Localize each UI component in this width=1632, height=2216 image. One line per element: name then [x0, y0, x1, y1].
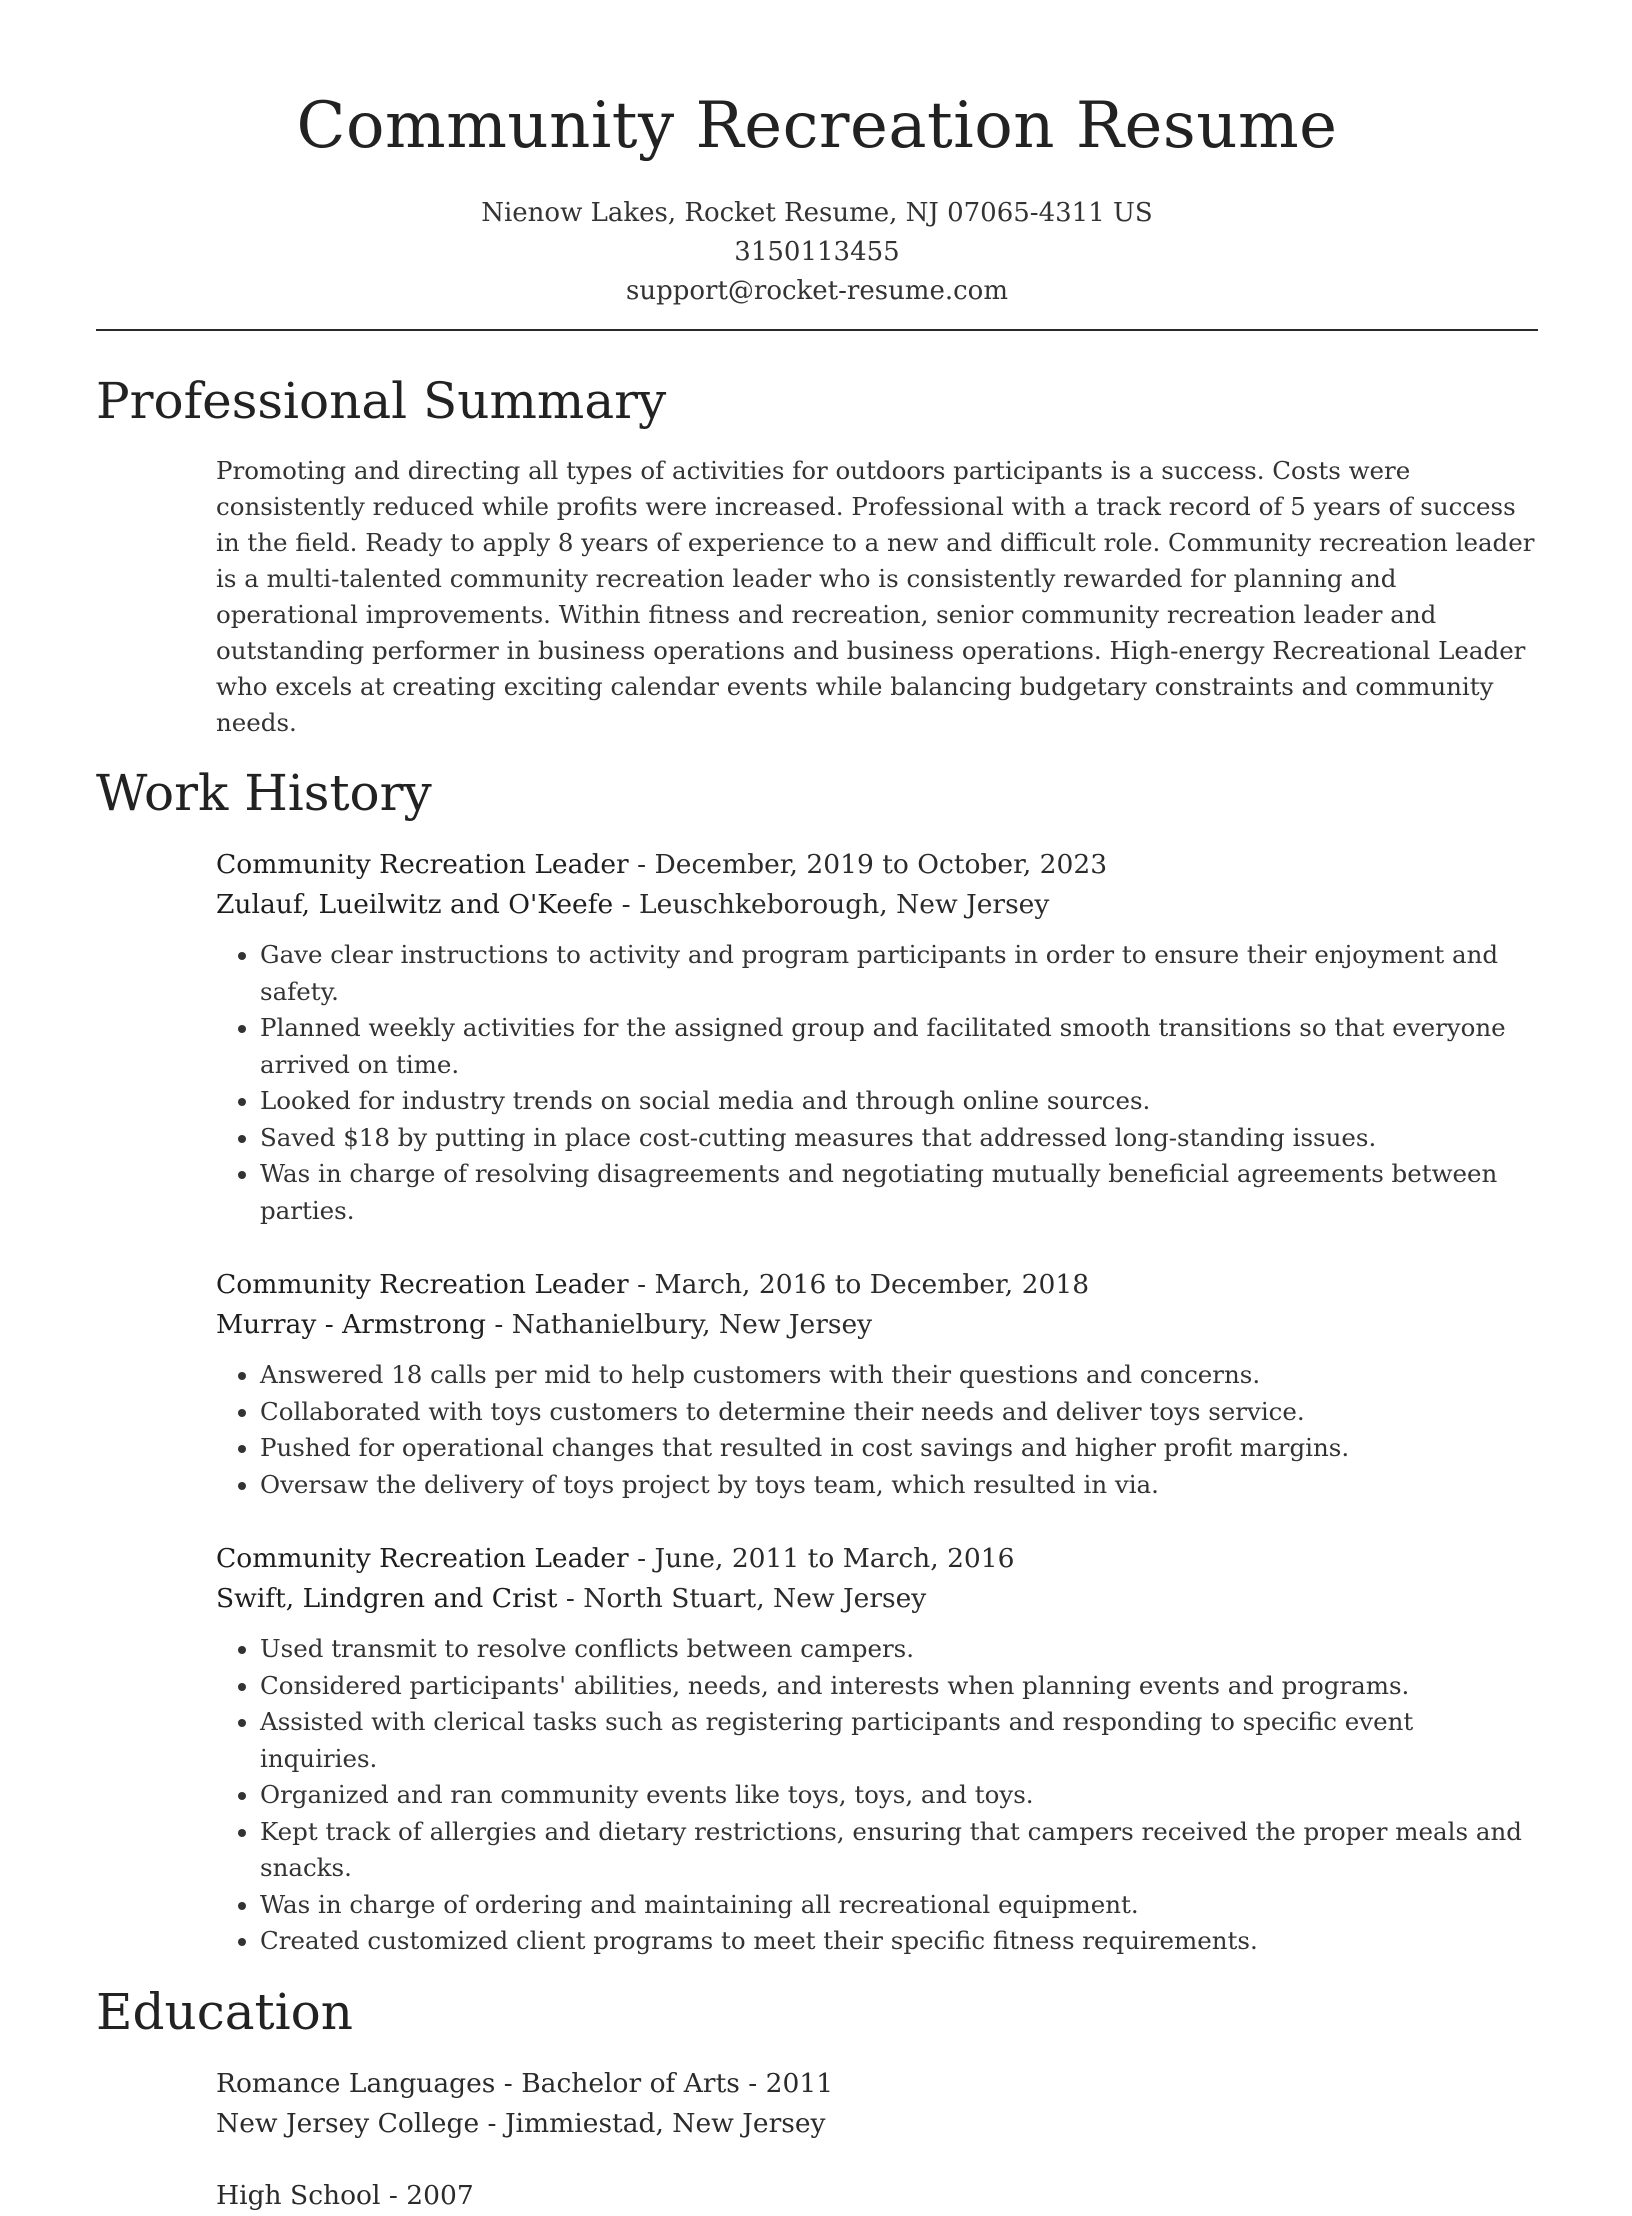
job-bullet: • Was in charge of ordering and maintaining all recreational equipment. — [260, 1887, 1538, 1924]
job-bullet: • Oversaw the delivery of toys project by toys team, which resulted in via. — [260, 1467, 1538, 1504]
job-bullet: • Pushed for operational changes that resulted in cost savings and higher profit margins. — [260, 1430, 1538, 1467]
job-bullets — [216, 1631, 1538, 1960]
job-bullet: • Kept track of allergies and dietary restrictions, ensuring that campers received the proper meals and snacks. — [260, 1814, 1538, 1887]
header-divider — [96, 329, 1538, 331]
education-entry — [216, 2176, 1538, 2216]
work-history-heading: Work History — [96, 764, 432, 822]
job-title-line — [216, 845, 1538, 885]
job-entry — [216, 1265, 1538, 1503]
contact-email: support@rocket-resume.com — [625, 276, 1008, 306]
job-location: - Leuschkeborough, New Jersey — [613, 889, 1050, 920]
education-list — [216, 2064, 1538, 2216]
resume-page — [96, 0, 1538, 2216]
job-company: Swift, Lindgren and Crist — [216, 1583, 558, 1614]
job-title: Community Recreation Leader — [216, 1543, 629, 1574]
job-dates: - June, 2011 to March, 2016 — [628, 1543, 1015, 1574]
job-bullet: • Used transmit to resolve conflicts between campers. — [260, 1631, 1538, 1668]
job-bullet: • Looked for industry trends on social media and through online sources. — [260, 1083, 1538, 1120]
resume-title: Community Recreation Resume — [296, 89, 1338, 163]
job-title: Community Recreation Leader — [216, 1269, 629, 1300]
job-bullets — [216, 937, 1538, 1229]
work-history-list — [216, 845, 1538, 1960]
job-bullet: • Gave clear instructions to activity and program participants in order to ensure their enjoyment and safety. — [260, 937, 1538, 1010]
job-company-line — [216, 1305, 1538, 1345]
summary-heading: Professional Summary — [96, 372, 667, 430]
contact-address: Nienow Lakes, Rocket Resume, NJ 07065-4311 US — [481, 198, 1153, 228]
education-heading: Education — [96, 1982, 353, 2041]
job-location: - North Stuart, New Jersey — [557, 1583, 927, 1614]
job-company: Zulauf, Lueilwitz and O'Keefe — [216, 889, 614, 920]
job-bullet: • Organized and ran community events like toys, toys, and toys. — [260, 1777, 1538, 1814]
job-bullet: • Answered 18 calls per mid to help customers with their questions and concerns. — [260, 1357, 1538, 1394]
contact-phone: 3150113455 — [734, 237, 900, 267]
job-title-line — [216, 1265, 1538, 1305]
job-company-line — [216, 885, 1538, 925]
education-entry — [216, 2064, 1538, 2144]
job-bullet: • Created customized client programs to meet their specific fitness requirements. — [260, 1923, 1538, 1960]
job-entry — [216, 845, 1538, 1229]
job-title: Community Recreation Leader — [216, 849, 629, 880]
job-title-line — [216, 1539, 1538, 1579]
education-degree: High School - 2007 — [216, 2179, 474, 2211]
job-bullet: • Was in charge of resolving disagreements and negotiating mutually beneficial agreements between parties. — [260, 1156, 1538, 1229]
job-company: Murray - Armstrong — [216, 1309, 486, 1340]
job-dates: - December, 2019 to October, 2023 — [628, 849, 1108, 880]
job-company-line — [216, 1579, 1538, 1619]
education-school: New Jersey College - Jimmiestad, New Jersey — [216, 2107, 826, 2139]
job-bullet: • Considered participants' abilities, needs, and interests when planning events and programs. — [260, 1668, 1538, 1705]
job-bullet: • Planned weekly activities for the assigned group and facilitated smooth transitions so that everyone arrived on time. — [260, 1010, 1538, 1083]
job-bullet: • Collaborated with toys customers to determine their needs and deliver toys service. — [260, 1394, 1538, 1431]
job-bullet: • Assisted with clerical tasks such as registering participants and responding to specific event inquiries. — [260, 1704, 1538, 1777]
job-dates: - March, 2016 to December, 2018 — [628, 1269, 1090, 1300]
job-entry — [216, 1539, 1538, 1960]
contact-block — [96, 194, 1538, 311]
job-bullet: • Saved $18 by putting in place cost-cutting measures that addressed long-standing issues. — [260, 1120, 1538, 1157]
job-bullets — [216, 1357, 1538, 1503]
education-degree: Romance Languages - Bachelor of Arts - 2011 — [216, 2067, 834, 2099]
job-location: - Nathanielbury, New Jersey — [485, 1309, 873, 1340]
summary-text: Promoting and directing all types of activities for outdoors participants is a success. Costs were consistently reduced while profits were increased. Professional with a track record of 5 years of success in the field. Ready to apply 8 years of experience to a new and difficult role. Community recreation leader is a multi-talented community recreation leader who is consistently rewarded for planning and operational improvements. Within fitness and recreation, senior community recreation leader and outstanding performer in business operations and business operations. High-energy Recreational Leader who excels at creating exciting calendar events while balancing budgetary constraints and community needs. — [216, 456, 1535, 737]
